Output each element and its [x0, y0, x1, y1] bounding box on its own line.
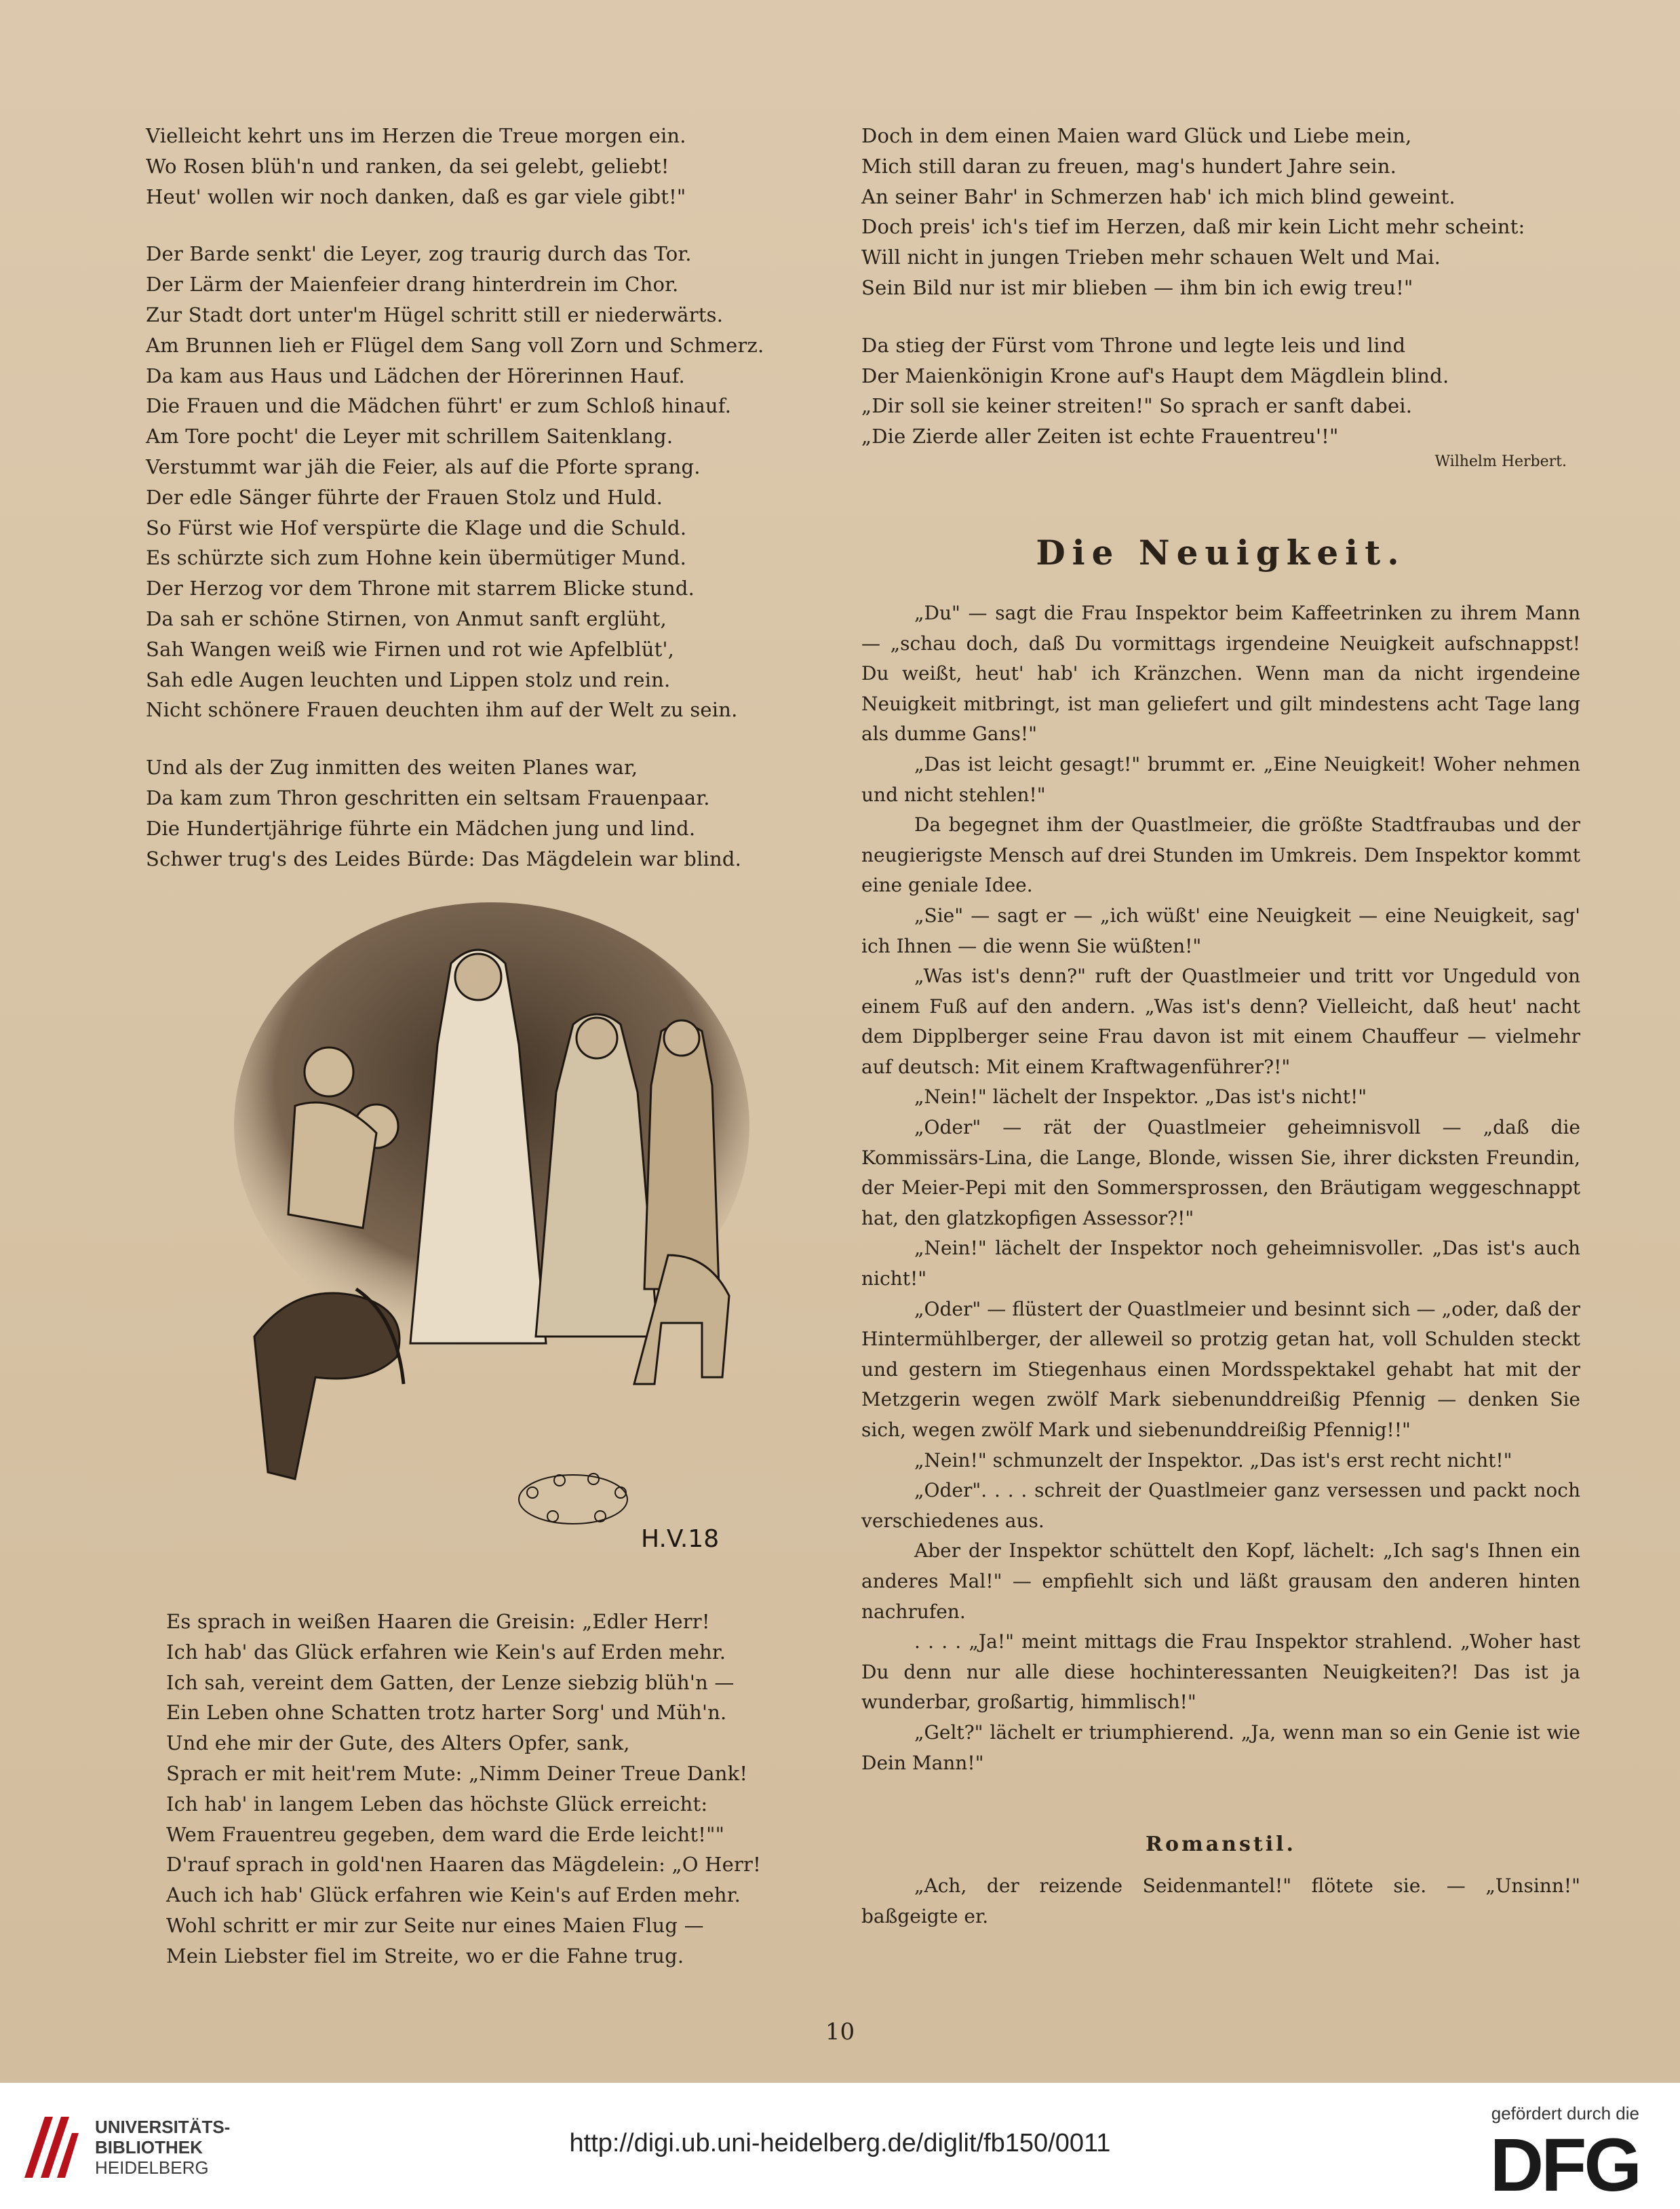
permalink-url[interactable]: http://digi.ub.uni-heidelberg.de/diglit/fb150/0011: [569, 2129, 1111, 2157]
verse-line: Da stieg der Fürst vom Throne und legte leis und lind: [861, 333, 1406, 357]
verse-line: Zur Stadt dort unter'm Hügel schritt still er niederwärts.: [146, 303, 724, 326]
stanza: [861, 121, 1580, 303]
verse-line: Doch preis' ich's tief im Herzen, daß mir kein Licht mehr scheint:: [861, 215, 1525, 239]
verse-line: Wohl schritt er mir zur Seite nur eines Maien Flug —: [166, 1913, 704, 1937]
paragraph: „Das ist leicht gesagt!" brummt er. „Eine Neuigkeit! Woher nehmen und nicht stehlen!": [861, 752, 1580, 806]
verse-line: Nicht schönere Frauen deuchten ihm auf der Welt zu sein.: [146, 698, 738, 722]
paragraph: „Du" — sagt die Frau Inspektor beim Kaffeetrinken zu ihrem Mann — „schau doch, daß Du vormittags irgendeine Neuigkeit aufschnappst! Du weißt, heut' hab' ich Kränzchen. Wenn man da nicht irgendeine Neuigkeit mitbringt, ist man geliefert und gilt mindestens acht Tage lang als dumme Gans!": [861, 601, 1580, 746]
library-line-1: UNIVERSITÄTS-: [95, 2117, 231, 2137]
paragraph: „Was ist's denn?" ruft der Quastlmeier und tritt vor Ungeduld von einem Fuß auf den andern. „Was ist's denn? Vielleicht, daß heut' nacht dem Dipplberger seine Frau davon ist mit einem Chauffeur — vielmehr auf deutsch: Mit einem Kraftwagenführer?!": [861, 965, 1580, 1078]
verse-line: Will nicht in jungen Trieben mehr schauen Welt und Mai.: [861, 246, 1441, 269]
stanza: [146, 121, 831, 212]
verse-line: „Dir soll sie keiner streiten!" So sprach er sanft dabei.: [861, 394, 1413, 418]
verse-line: Sein Bild nur ist mir blieben — ihm bin ich ewig treu!": [861, 275, 1413, 299]
verse-line: Und als der Zug inmitten des weiten Planes war,: [146, 756, 638, 780]
verse-line: Verstummt war jäh die Feier, als auf die Pforte sprang.: [146, 455, 701, 478]
stanza: [146, 239, 831, 725]
illustration-flower-wreath: [519, 1474, 627, 1524]
paragraph: Aber der Inspektor schüttelt den Kopf, lächelt: „Ich sag's Ihnen ein anderes Mal!" — empfiehlt sich und läßt grausam den anderen hinten nachrufen.: [861, 1539, 1580, 1623]
right-column: [861, 121, 1580, 1932]
library-line-2: BIBLIOTHEK: [95, 2137, 203, 2157]
verse-line: An seiner Bahr' in Schmerzen hab' ich mich blind geweint.: [861, 185, 1456, 208]
paragraph: Da begegnet ihm der Quastlmeier, die größte Stadtfraubas und der neugierigste Mensch auf drei Stunden im Umkreis. Dem Inspektor kommt eine geniale Idee.: [861, 813, 1580, 897]
verse-line: Der Barde senkt' die Leyer, zog traurig durch das Tor.: [146, 242, 692, 266]
verse-line: Mich still daran zu freuen, mag's hundert Jahre sein.: [861, 154, 1397, 178]
verse-line: Der Lärm der Maienfeier drang hinterdrein im Chor.: [146, 273, 679, 296]
paragraph: „Oder". . . . schreit der Quastlmeier ganz versessen und packt noch verschiedenes aus.: [861, 1479, 1580, 1532]
verse-line: Es schürzte sich zum Hohne kein übermütiger Mund.: [146, 546, 687, 570]
verse-line: Es sprach in weißen Haaren die Greisin: „Edler Herr!: [166, 1610, 710, 1633]
paragraph: „Oder" — flüstert der Quastlmeier und besinnt sich — „oder, daß der Hintermühlberger, der alleweil so protzig getan hat, voll Schulden steckt und gestern im Stiegenhaus einen Mordsspektakel gehabt hat mit der Metzgerin wegen zwölf Mark siebenunddreißig Pfennig — denken Sie sich, wegen zwölf Mark und siebenunddreißig Pfennig!!": [861, 1297, 1580, 1441]
verse-line: Wem Frauentreu gegeben, dem ward die Erde leicht!"": [166, 1822, 725, 1846]
page-number: 10: [825, 2018, 855, 2045]
verse-line: Ich hab' das Glück erfahren wie Kein's auf Erden mehr.: [166, 1640, 726, 1664]
paragraph: „Oder" — rät der Quastlmeier geheimnisvoll — „daß die Kommissärs-Lina, die Lange, Blonde, wissen Sie, ihrer dicksten Freundin, der Meier-Pepi mit den Sommersprossen, den Bräutigam weggeschnappt hat, den glatzkopfigen Assessor?!": [861, 1116, 1580, 1229]
poem-top: [146, 121, 831, 901]
paragraph: „Gelt?" lächelt er triumphierend. „Ja, wenn man so ein Genie ist wie Dein Mann!": [861, 1721, 1580, 1774]
verse-line: Da kam zum Thron geschritten ein seltsam Frauenpaar.: [146, 786, 710, 809]
footer-bar: [0, 2083, 1680, 2209]
paragraph: „Nein!" schmunzelt der Inspektor. „Das ist's erst recht nicht!": [914, 1448, 1512, 1472]
illustration-signature: H.V.18: [641, 1525, 720, 1553]
verse-line: Vielleicht kehrt uns im Herzen die Treue morgen ein.: [146, 124, 686, 147]
verse-line: Da kam aus Haus und Lädchen der Hörerinnen Hauf.: [146, 364, 685, 387]
verse-line: Der Maienkönigin Krone auf's Haupt dem Mägdlein blind.: [861, 364, 1449, 387]
verse-line: Und ehe mir der Gute, des Alters Opfer, sank,: [166, 1731, 630, 1755]
paragraph: „Ach, der reizende Seidenmantel!" flötete sie. — „Unsinn!" baßgeigte er.: [861, 1875, 1580, 1927]
verse-line: Sah Wangen weiß wie Firnen und rot wie Apfelblüt',: [146, 637, 675, 661]
verse-line: Da sah er schöne Stirnen, von Anmut sanft erglüht,: [146, 607, 667, 630]
paragraph: . . . . „Ja!" meint mittags die Frau Inspektor strahlend. „Woher hast Du denn nur alle diese hochinteressanten Neuigkeiten?! Das ist ja wunderbar, großartig, himmlisch!": [861, 1630, 1580, 1714]
poem-bottom: [166, 1607, 838, 1972]
dfg-logo[interactable]: DFG: [1489, 2124, 1639, 2207]
verse-line: Doch in dem einen Maien ward Glück und Liebe mein,: [861, 124, 1412, 147]
stanza: [861, 330, 1580, 452]
anecdote-body: [861, 1871, 1580, 1932]
illustration-figure-bard-kneeling: [254, 1289, 404, 1479]
verse-line: Der Herzog vor dem Throne mit starrem Blicke stund.: [146, 577, 695, 600]
library-line-3: HEIDELBERG: [95, 2157, 209, 2178]
verse-line: Schwer trug's des Leides Bürde: Das Mägdelein war blind.: [146, 847, 742, 870]
verse-line: Ich sah, vereint dem Gatten, der Lenze siebzig blüh'n —: [166, 1670, 735, 1694]
verse-line: D'rauf sprach in gold'nen Haaren das Mägdelein: „O Herr!: [166, 1853, 761, 1877]
paragraph: „Nein!" lächelt der Inspektor noch geheimnisvoller. „Das ist's auch nicht!": [861, 1237, 1580, 1290]
verse-line: Mein Liebster fiel im Streite, wo er die Fahne trug.: [166, 1944, 684, 1967]
stanza: [146, 752, 831, 874]
poem-signature: Wilhelm Herbert.: [1434, 453, 1567, 470]
story-body: [861, 598, 1580, 1778]
verse-line: Am Brunnen lieh er Flügel dem Sang voll Zorn und Schmerz.: [146, 333, 764, 357]
verse-line: So Fürst wie Hof verspürte die Klage und die Schuld.: [146, 516, 687, 539]
paragraph: „Sie" — sagt er — „ich wüßt' eine Neuigkeit — eine Neuigkeit, sag' ich Ihnen — die wenn Sie wüßten!": [861, 904, 1580, 957]
verse-line: Auch ich hab' Glück erfahren wie Kein's auf Erden mehr.: [166, 1883, 741, 1907]
verse-line: Die Hundertjährige führte ein Mädchen jung und lind.: [146, 816, 696, 840]
verse-line: Ein Leben ohne Schatten trotz harter Sorg' und Müh'n.: [166, 1701, 727, 1725]
story-title: Die Neuigkeit.: [1036, 532, 1406, 573]
verse-line: Der edle Sänger führte der Frauen Stolz und Huld.: [146, 485, 663, 509]
illustration-figure-woman-right: [644, 1020, 719, 1289]
paragraph: „Nein!" lächelt der Inspektor. „Das ist's nicht!": [914, 1086, 1367, 1109]
anecdote-title: Romanstil.: [1146, 1832, 1296, 1857]
funding-caption: gefördert durch die: [1491, 2103, 1639, 2124]
verse-line: Heut' wollen wir noch danken, daß es gar viele gibt!": [146, 185, 686, 208]
poem-right: [861, 121, 1580, 452]
verse-line: „Die Zierde aller Zeiten ist echte Frauentreu'!": [861, 425, 1339, 448]
illustration: [193, 902, 790, 1588]
verse-line: Ich hab' in langem Leben das höchste Glück erreicht:: [166, 1792, 708, 1816]
verse-line: Wo Rosen blüh'n und ranken, da sei gelebt, geliebt!: [146, 154, 669, 178]
verse-line: Am Tore pocht' die Leyer mit schrillem Saitenklang.: [146, 425, 673, 448]
verse-line: Sah edle Augen leuchten und Lippen stolz und rein.: [146, 668, 671, 691]
verse-line: Die Frauen und die Mädchen führt' er zum Schloß hinauf.: [146, 394, 732, 418]
verse-line: Sprach er mit heit'rem Mute: „Nimm Deiner Treue Dank!: [166, 1761, 748, 1785]
